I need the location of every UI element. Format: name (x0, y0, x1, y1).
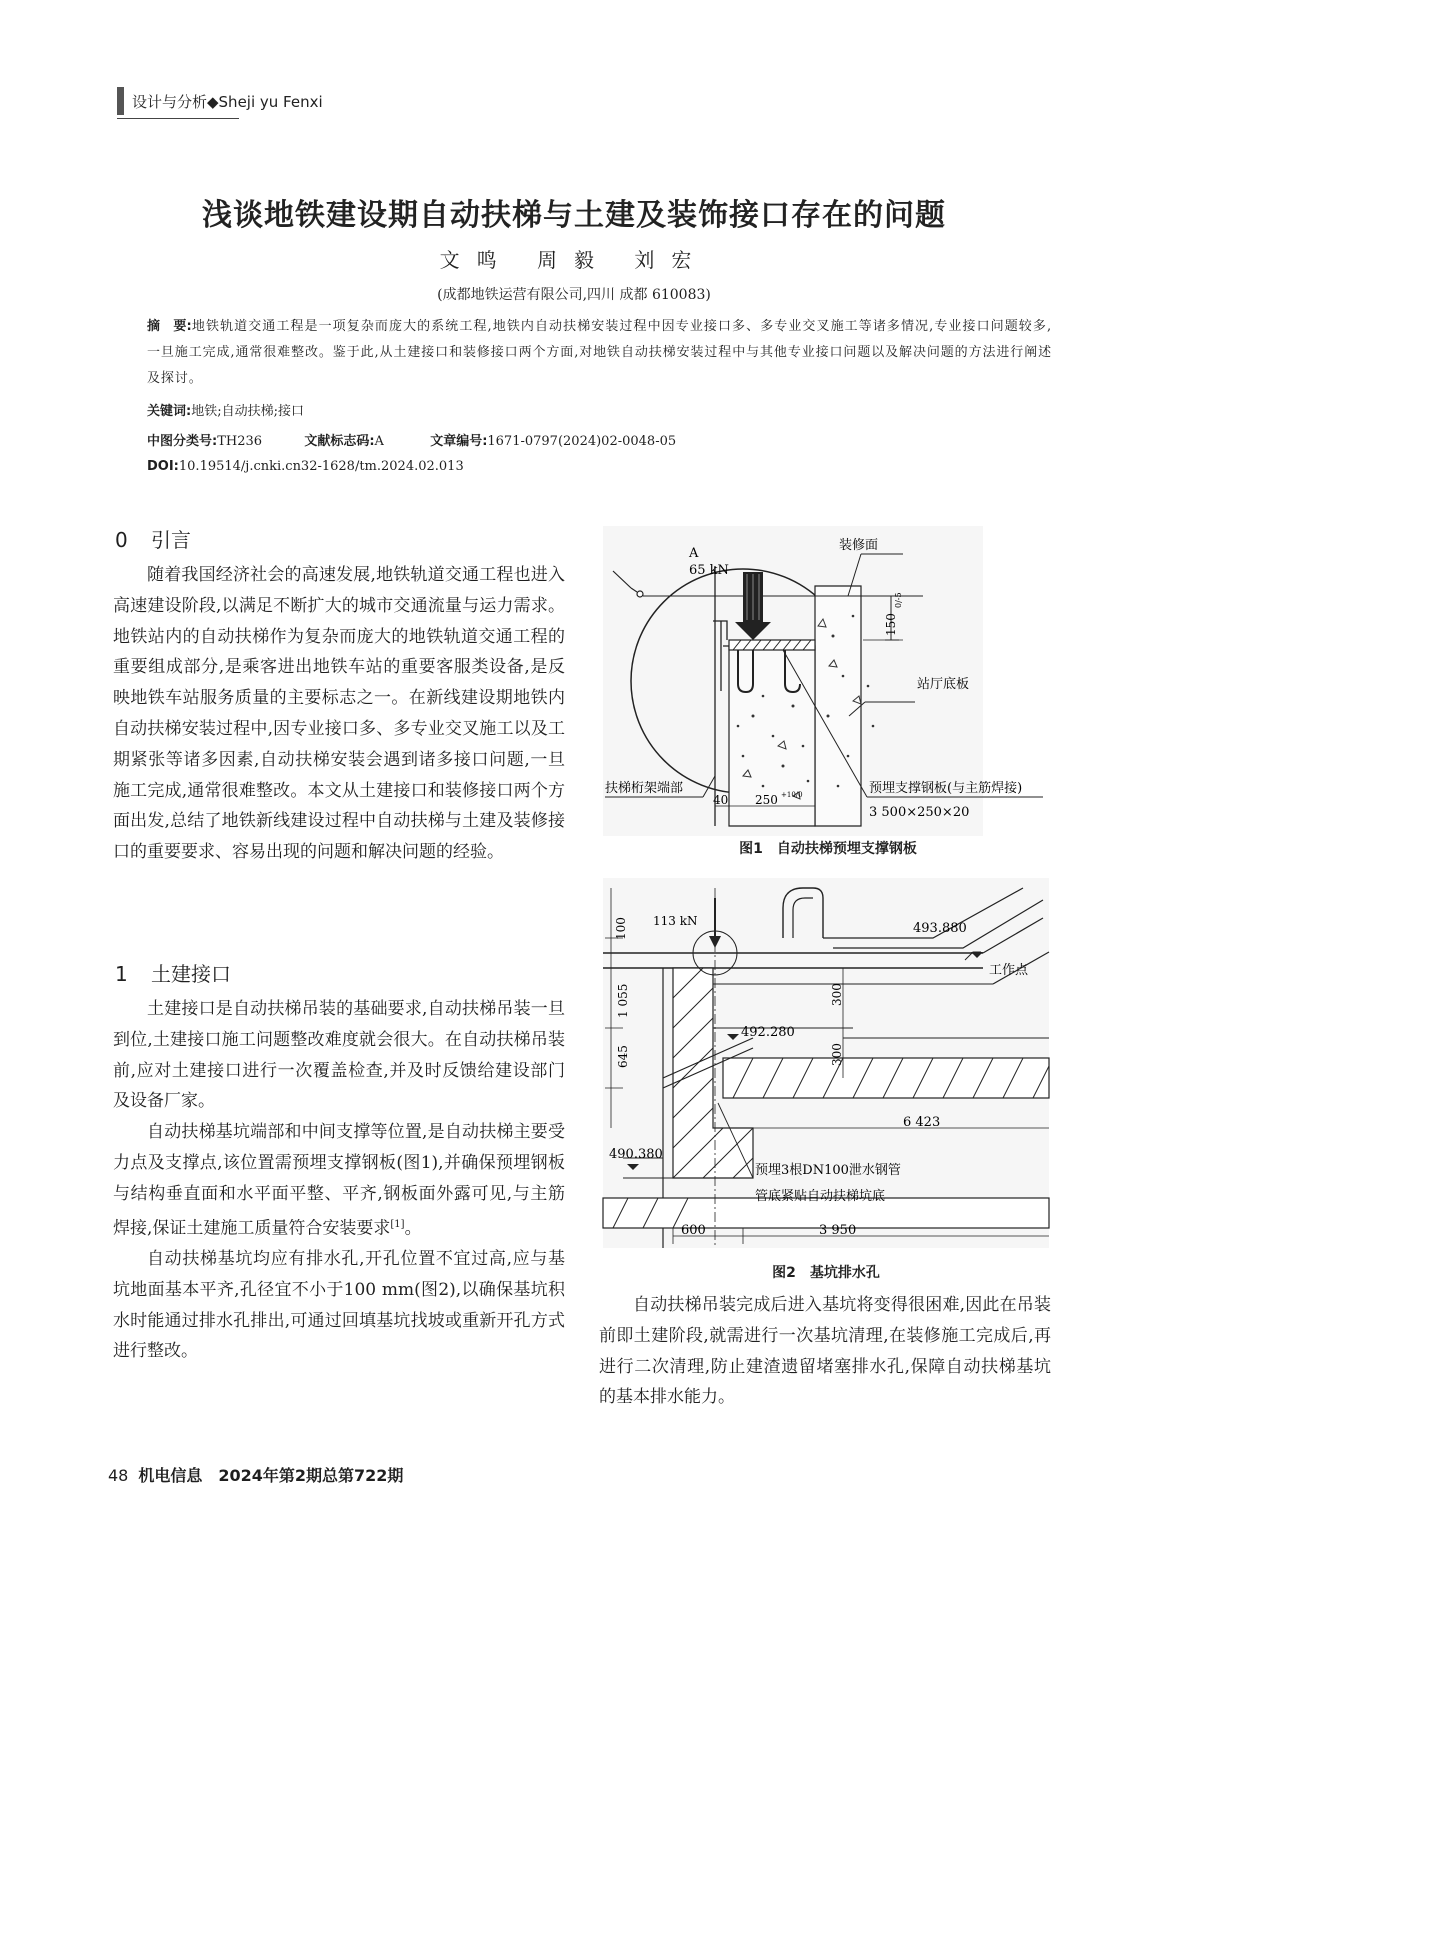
slab-label: 站厅底板 (917, 677, 970, 692)
paragraph: 自动扶梯吊装完成后进入基坑将变得很困难,因此在吊装前即土建阶段,就需进行一次基坑清理,在装修施工完成后,再进行二次清理,防止建渣遗留堵塞排水孔,保障自动扶梯基坑的基本排水能力。 (599, 1295, 1051, 1408)
keywords-text: 地铁;自动扶梯;接口 (191, 404, 304, 419)
section-title: 引言 (151, 528, 191, 552)
dim-645-label: 645 (616, 1045, 630, 1068)
article-no-value: 1671-0797(2024)02-0048-05 (487, 434, 677, 449)
abstract (147, 314, 1052, 392)
doc-code-value: A (374, 434, 384, 449)
dim-300a-label: 300 (830, 983, 844, 1006)
paragraph: 随着我国经济社会的高速发展,地铁轨道交通工程也进入高速建设阶段,以满足不断扩大的城市交通流量与运力需求。地铁站内的自动扶梯作为复杂而庞大的地铁轨道交通工程的重要组成部分,是乘客进出地铁车站的重要客服类设备,是反映地铁车站服务质量的主要标志之一。在新线建设期地铁内自动扶梯安装过程中,因专业接口多、多专业交叉施工以及工期紧张等诸多因素,自动扶梯安装会遇到诸多接口问题,一旦施工完成,通常很难整改。本文从土建接口和装修接口两个方面出发,总结了地铁新线建设过程中自动扶梯与土建及装修接口的重要要求、容易出现的问题和解决问题的经验。 (113, 565, 565, 863)
figure2-caption: 图2 基坑排水孔 (772, 1265, 880, 1281)
abstract-text: 地铁轨道交通工程是一项复杂而庞大的系统工程,地铁内自动扶梯安装过程中因专业接口多、多专业交叉施工等诸多情况,专业接口问题较多,一旦施工完成,通常很难整改。鉴于此,从土建接口和装修接口两个方面,对地铁自动扶梯安装过程中与其他专业接口问题以及解决问题的方法进行阐述及探讨。 (147, 319, 1052, 386)
journal-info: 机电信息 2024年第2期总第722期 (138, 1466, 404, 1485)
load-label: 65 kN (689, 563, 729, 578)
dim-150-tolerance: 0/-5 (894, 592, 903, 608)
clc-value: TH236 (217, 434, 263, 449)
paper-title: 浅谈地铁建设期自动扶梯与土建及装饰接口存在的问题 (202, 198, 946, 233)
article-no-label: 文章编号: (430, 434, 488, 449)
figure1-drawing (603, 526, 1023, 836)
dim-100-label: 100 (614, 917, 628, 940)
doi-line (147, 459, 464, 474)
dim-1055-label: 1 055 (616, 983, 630, 1018)
section-number: 0 (115, 528, 128, 552)
dim-600-label: 600 (681, 1223, 706, 1238)
running-header: 设计与分析◆Sheji yu Fenxi (132, 93, 323, 111)
figure2-drawing (603, 878, 1049, 1248)
figure1-caption: 图1 自动扶梯预埋支撑钢板 (739, 841, 917, 857)
doi-label: DOI: (147, 459, 179, 474)
authors: 文鸣 周毅 刘宏 (439, 248, 709, 272)
citation: [1] (390, 1218, 405, 1230)
paragraph (113, 1117, 565, 1244)
paragraph: 自动扶梯基坑均应有排水孔,开孔位置不宜过高,应与基坑地面基本平齐,孔径宜不小于100 mm(图2),以确保基坑积水时能通过排水孔排出,可通过回填基坑找坡或重新开孔方式进行整改。 (113, 1249, 565, 1362)
intro-paragraph (113, 560, 565, 868)
dim-6423-label: 6 423 (903, 1115, 941, 1130)
clc-label: 中图分类号: (147, 434, 218, 449)
paragraph-text: 自动扶梯基坑端部和中间支撑等位置,是自动扶梯主要受力点及支撑点,该位置需预埋支撑钢板(图1),并确保预埋钢板与结构垂直面和水平面平整、平齐,钢板面外露可见,与主筋焊接,保证土建施工质量符合安装要求 (113, 1122, 565, 1239)
header-rule (117, 118, 239, 119)
doc-code-label: 文献标志码: (304, 434, 375, 449)
finish-surface-label: 装修面 (839, 538, 879, 553)
elevation-top-label: 493.880 (913, 921, 967, 936)
dim-40-label: 40 (713, 793, 729, 807)
dim-3950-label: 3 950 (819, 1223, 857, 1238)
right-column-text (599, 1290, 1051, 1413)
elevation-low-label: 490.380 (609, 1147, 663, 1162)
section-heading-0 (115, 524, 191, 553)
plate-size-label: 3 500×250×20 (869, 805, 970, 820)
classification-line (147, 430, 676, 449)
affiliation: (成都地铁运营有限公司,四川 成都 610083) (437, 287, 711, 303)
point-label: A (689, 546, 699, 561)
elevation-mid-label: 492.280 (741, 1025, 795, 1040)
section-heading-1 (115, 958, 231, 987)
pipe-note-2: 管底紧贴自动扶梯坑底 (755, 1189, 886, 1204)
work-point-label: 工作点 (989, 963, 1029, 978)
section-number: 1 (115, 962, 128, 986)
load-label: 113 kN (653, 914, 698, 928)
pipe-note-1: 预埋3根DN100泄水钢管 (755, 1163, 901, 1178)
keywords (147, 400, 304, 419)
abstract-label: 摘 要: (147, 319, 192, 334)
truss-end-label: 扶梯桁架端部 (605, 781, 684, 796)
paragraph-end: 。 (404, 1218, 422, 1239)
dim-150-label: 150 (884, 613, 898, 636)
dim-250-tolerance: +10/0 (781, 791, 803, 799)
page-number: 48 (108, 1466, 129, 1485)
plate-label: 预埋支撑钢板(与主筋焊接) (869, 781, 1023, 796)
section-title: 土建接口 (151, 962, 231, 986)
page-footer (108, 1463, 403, 1486)
header-bar (117, 87, 124, 115)
dim-300b-label: 300 (830, 1043, 844, 1066)
section1-text (113, 994, 565, 1367)
paragraph: 土建接口是自动扶梯吊装的基础要求,自动扶梯吊装一旦到位,土建接口施工问题整改难度就会很大。在自动扶梯吊装前,应对土建接口进行一次覆盖检查,并及时反馈给建设部门及设备厂家。 (113, 999, 565, 1112)
dim-250-label: 250 (755, 793, 778, 807)
keywords-label: 关键词: (147, 404, 192, 419)
doi-value: 10.19514/j.cnki.cn32-1628/tm.2024.02.013 (178, 459, 464, 474)
